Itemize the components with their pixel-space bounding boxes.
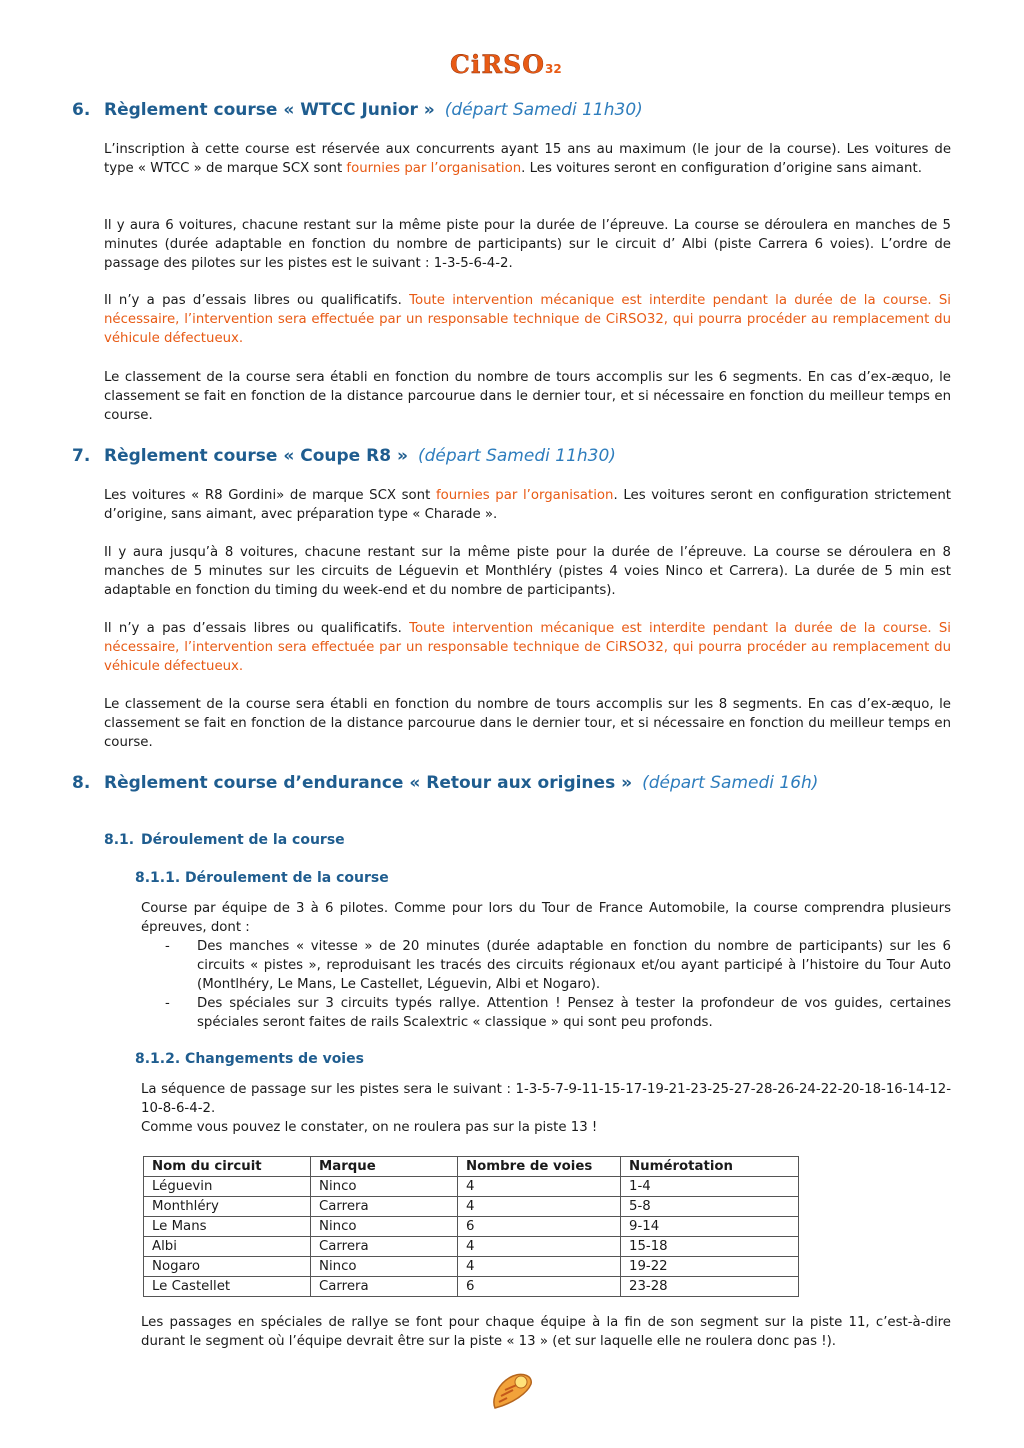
table-cell: 6 bbox=[458, 1217, 621, 1237]
text: Il n’y a pas d’essais libres ou qualificatifs. bbox=[104, 293, 410, 308]
section-title: Règlement course « WTCC Junior » bbox=[104, 100, 435, 120]
table-cell: Monthléry bbox=[144, 1197, 311, 1217]
table-cell: 23-28 bbox=[621, 1277, 799, 1297]
logo-text: CiRSO bbox=[450, 50, 546, 79]
table-cell: Carrera bbox=[311, 1237, 458, 1257]
cirso-logo bbox=[450, 50, 575, 82]
table-header-row bbox=[144, 1157, 799, 1177]
section-6-paragraph-1 bbox=[104, 140, 951, 178]
highlight-text: Toute intervention mécanique est interdite pendant la durée de la course. Si nécessaire, l’intervention sera effectuée par un responsable technique de CiRSO32, qui pourra procéder au remplacement du véhicule défectueux. bbox=[104, 293, 952, 346]
table-cell: 1-4 bbox=[621, 1177, 799, 1197]
subsection-8-1-heading bbox=[104, 832, 345, 848]
section-7-paragraph-2: Il y aura jusqu’à 8 voitures, chacune restant sur la même piste pour la durée de l’épreuve. La course se déroulera en 8 manches de 5 minutes sur les circuits de Léguevin et Monthléry (pistes 4 voies Ninco et Carrera). La durée de 5 min est adaptable en fonction du timing du week-end et du nombre de participants). bbox=[104, 545, 951, 598]
column-header: Numérotation bbox=[621, 1157, 799, 1177]
race-events-list bbox=[141, 937, 951, 1032]
table-cell: Ninco bbox=[311, 1177, 458, 1197]
column-header: Nombre de voies bbox=[458, 1157, 621, 1177]
logo-subtext: 32 bbox=[545, 62, 562, 76]
table-cell: 4 bbox=[458, 1177, 621, 1197]
table-cell: 4 bbox=[458, 1197, 621, 1217]
highlight-text: fournies par l’organisation bbox=[435, 488, 614, 503]
section-7-paragraph-4: Le classement de la course sera établi en fonction du nombre de tours accomplis sur les 8 segments. En cas d’ex-æquo, le classement se fait en fonction de la distance parcourue dans le dernier tour, et si nécessaire en fonction du meilleur temps en course. bbox=[104, 697, 951, 750]
section-7-paragraph-3 bbox=[104, 619, 951, 676]
table-cell: 4 bbox=[458, 1257, 621, 1277]
table-cell: Carrera bbox=[311, 1277, 458, 1297]
table-row bbox=[144, 1197, 799, 1217]
text: Les voitures « R8 Gordini» de marque SCX sont bbox=[104, 488, 436, 503]
highlight-text: fournies par l’organisation bbox=[346, 161, 522, 176]
cirso-emblem-icon bbox=[487, 1368, 537, 1414]
table-row bbox=[144, 1237, 799, 1257]
list-item: - Des spéciales sur 3 circuits typés rallye. Attention ! Pensez à tester la profondeur de vos guides, certaines spéciales seront faites de rails Scalextric « classique » qui sont peu profonds. bbox=[141, 994, 951, 1032]
table-cell: Ninco bbox=[311, 1257, 458, 1277]
section-6-paragraph-3 bbox=[104, 291, 951, 348]
table-cell: Carrera bbox=[311, 1197, 458, 1217]
text: . Les voitures seront en configuration strictement d’origine, sans aimant, avec préparation type « Charade ». bbox=[104, 488, 952, 522]
lane-13-note: Comme vous pouvez le constater, on ne roulera pas sur la piste 13 ! bbox=[141, 1120, 598, 1135]
section-number: 8. bbox=[72, 773, 91, 793]
subsection-title: Déroulement de la course bbox=[141, 832, 345, 848]
table-cell: 9-14 bbox=[621, 1217, 799, 1237]
table-cell: 19-22 bbox=[621, 1257, 799, 1277]
table-row bbox=[144, 1177, 799, 1197]
column-header: Nom du circuit bbox=[144, 1157, 311, 1177]
subsection-8-1-1-heading: 8.1.1. Déroulement de la course bbox=[135, 870, 389, 886]
table-cell: Le Mans bbox=[144, 1217, 311, 1237]
table-cell: Ninco bbox=[311, 1217, 458, 1237]
lane-sequence-paragraph: La séquence de passage sur les pistes sera le suivant : 1-3-5-7-9-11-15-17-19-21-23-25-27-28-26-24-22-20-18-16-14-12-10-8-6-4-2. bbox=[141, 1082, 951, 1116]
column-header: Marque bbox=[311, 1157, 458, 1177]
rally-specials-paragraph: Les passages en spéciales de rallye se font pour chaque équipe à la fin de son segment sur la piste 11, c’est-à-dire durant le segment où l’équipe devrait être sur la piste « 13 » (et sur laquelle elle ne roulera donc pas !). bbox=[141, 1315, 951, 1349]
section-title: Règlement course d’endurance « Retour aux origines » bbox=[104, 773, 633, 793]
section-departure: (départ Samedi 11h30) bbox=[417, 446, 616, 466]
section-8-heading bbox=[72, 773, 818, 793]
table-cell: Le Castellet bbox=[144, 1277, 311, 1297]
list-item: - Des manches « vitesse » de 20 minutes (durée adaptable en fonction du nombre de participants) sur les 6 circuits « pistes », reproduisant les tracés des circuits régionaux et/ou ayant participé à l’histoire du Tour Auto (Montlhéry, Le Mans, Le Castellet, Léguevin, Albi et Nogaro). bbox=[141, 937, 951, 994]
table-row bbox=[144, 1217, 799, 1237]
subsection-8-1-2-heading: 8.1.2. Changements de voies bbox=[135, 1051, 364, 1067]
table-cell: 5-8 bbox=[621, 1197, 799, 1217]
table-cell: Albi bbox=[144, 1237, 311, 1257]
section-departure: (départ Samedi 16h) bbox=[642, 773, 819, 793]
table-cell: 15-18 bbox=[621, 1237, 799, 1257]
table-cell: 6 bbox=[458, 1277, 621, 1297]
section-6-paragraph-4: Le classement de la course sera établi en fonction du nombre de tours accomplis sur les 6 segments. En cas d’ex-æquo, le classement se fait en fonction de la distance parcourue dans le dernier tour, et si nécessaire en fonction du meilleur temps en course. bbox=[104, 370, 951, 423]
text: . Les voitures seront en configuration d’origine sans aimant. bbox=[521, 161, 922, 176]
table-row bbox=[144, 1257, 799, 1277]
text: Il n’y a pas d’essais libres ou qualificatifs. bbox=[104, 621, 410, 636]
table-cell: Nogaro bbox=[144, 1257, 311, 1277]
section-title: Règlement course « Coupe R8 » bbox=[104, 446, 408, 466]
section-departure: (départ Samedi 11h30) bbox=[444, 100, 643, 120]
table-cell: Léguevin bbox=[144, 1177, 311, 1197]
section-6-paragraph-2: Il y aura 6 voitures, chacune restant sur la même piste pour la durée de l’épreuve. La course se déroulera en manches de 5 minutes (durée adaptable en fonction du nombre de participants) sur le circuit d’ Albi (piste Carrera 6 voies). L’ordre de passage des pilotes sur les pistes est le suivant : 1-3-5-6-4-2. bbox=[104, 218, 951, 271]
section-7-heading bbox=[72, 446, 616, 466]
circuits-table bbox=[143, 1156, 799, 1297]
text: L’inscription à cette course est réservée aux concurrents ayant 15 ans au maximum (le jour de la course). Les voitures de type « WTCC » de marque SCX sont bbox=[104, 142, 951, 176]
table-cell: 4 bbox=[458, 1237, 621, 1257]
section-number: 7. bbox=[72, 446, 91, 466]
section-6-heading bbox=[72, 100, 643, 120]
subsection-8-1-1-paragraph: Course par équipe de 3 à 6 pilotes. Comme pour lors du Tour de France Automobile, la course comprendra plusieurs épreuves, dont : bbox=[141, 901, 951, 935]
section-7-paragraph-1 bbox=[104, 486, 951, 524]
highlight-text: Toute intervention mécanique est interdite pendant la durée de la course. Si nécessaire, l’intervention sera effectuée par un responsable technique de CiRSO32, qui pourra procéder au remplacement du véhicule défectueux. bbox=[104, 621, 952, 674]
subsection-number: 8.1. bbox=[104, 832, 135, 848]
table-row bbox=[144, 1277, 799, 1297]
section-number: 6. bbox=[72, 100, 91, 120]
